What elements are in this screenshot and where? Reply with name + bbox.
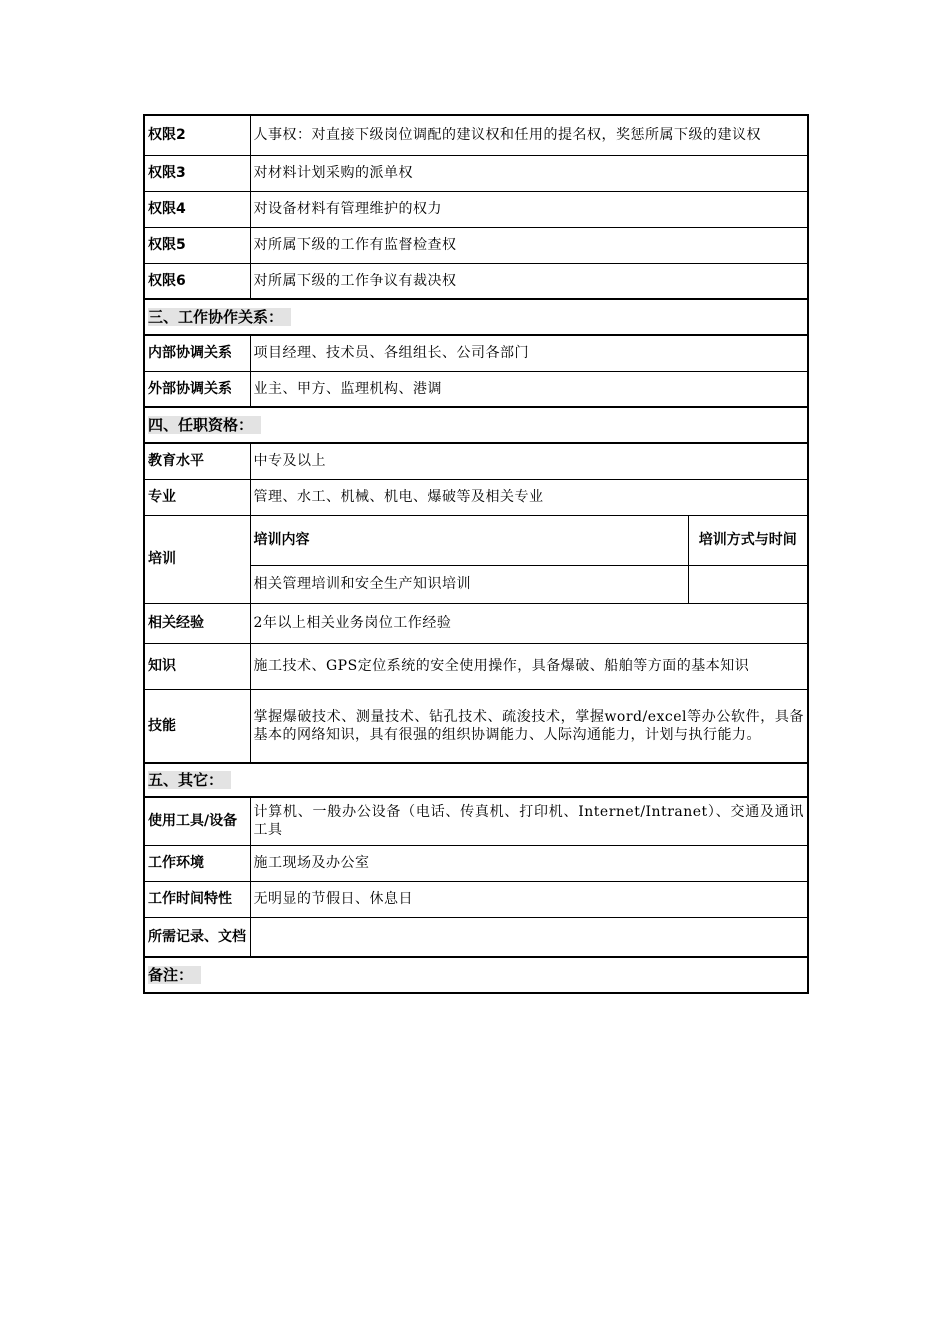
table-row [144, 515, 808, 565]
table-row [144, 689, 808, 763]
row-value: 施工现场及办公室 [250, 845, 808, 881]
table-row [144, 371, 808, 407]
row-label: 工作时间特性 [144, 881, 250, 917]
training-method-header: 培训方式与时间 [688, 515, 808, 565]
table-row [144, 479, 808, 515]
row-value: 业主、甲方、监理机构、港调 [250, 371, 808, 407]
row-value [250, 917, 808, 957]
row-label: 权限2 [144, 115, 250, 155]
section-title: 三、工作协作关系： [148, 308, 291, 326]
section-header-row [144, 763, 808, 797]
table-row [144, 191, 808, 227]
row-value: 掌握爆破技术、测量技术、钻孔技术、疏浚技术，掌握word/excel等办公软件，具备基本的网络知识，具有很强的组织协调能力、人际沟通能力，计划与执行能力。 [250, 689, 808, 763]
table-row [144, 881, 808, 917]
table-row [144, 263, 808, 299]
section-header-row [144, 407, 808, 443]
table-row [144, 603, 808, 643]
section-title: 五、其它： [148, 771, 231, 789]
row-value: 无明显的节假日、休息日 [250, 881, 808, 917]
row-label: 使用工具/设备 [144, 797, 250, 845]
table-row [144, 845, 808, 881]
table-row [144, 115, 808, 155]
row-label: 培训 [144, 515, 250, 603]
row-label: 外部协调关系 [144, 371, 250, 407]
row-value: 施工技术、GPS定位系统的安全使用操作，具备爆破、船舶等方面的基本知识 [250, 643, 808, 689]
remarks-title: 备注： [148, 966, 201, 984]
row-value: 对材料计划采购的派单权 [250, 155, 808, 191]
table-row [144, 443, 808, 479]
row-label: 知识 [144, 643, 250, 689]
row-label: 技能 [144, 689, 250, 763]
row-label: 权限6 [144, 263, 250, 299]
training-content-value: 相关管理培训和安全生产知识培训 [250, 565, 688, 603]
table-row [144, 643, 808, 689]
training-method-value [688, 565, 808, 603]
row-label: 所需记录、文档 [144, 917, 250, 957]
table-row [144, 227, 808, 263]
training-content-header: 培训内容 [250, 515, 688, 565]
row-value: 管理、水工、机械、机电、爆破等及相关专业 [250, 479, 808, 515]
row-value: 中专及以上 [250, 443, 808, 479]
row-value: 项目经理、技术员、各组组长、公司各部门 [250, 335, 808, 371]
row-label: 权限4 [144, 191, 250, 227]
row-value: 2年以上相关业务岗位工作经验 [250, 603, 808, 643]
table-row [144, 335, 808, 371]
table-row [144, 917, 808, 957]
row-label: 权限5 [144, 227, 250, 263]
row-value: 对所属下级的工作争议有裁决权 [250, 263, 808, 299]
section-header-row [144, 299, 808, 335]
row-value: 对所属下级的工作有监督检查权 [250, 227, 808, 263]
job-description-table [143, 114, 809, 994]
row-label: 教育水平 [144, 443, 250, 479]
row-value: 对设备材料有管理维护的权力 [250, 191, 808, 227]
row-value: 计算机、一般办公设备（电话、传真机、打印机、Internet/Intranet）、交通及通讯工具 [250, 797, 808, 845]
row-value: 人事权：对直接下级岗位调配的建议权和任用的提名权，奖惩所属下级的建议权 [250, 115, 808, 155]
row-label: 相关经验 [144, 603, 250, 643]
table-row [144, 797, 808, 845]
row-label: 专业 [144, 479, 250, 515]
section-title: 四、任职资格： [148, 416, 261, 434]
row-label: 工作环境 [144, 845, 250, 881]
table-row [144, 155, 808, 191]
row-label: 权限3 [144, 155, 250, 191]
remarks-row [144, 957, 808, 993]
row-label: 内部协调关系 [144, 335, 250, 371]
